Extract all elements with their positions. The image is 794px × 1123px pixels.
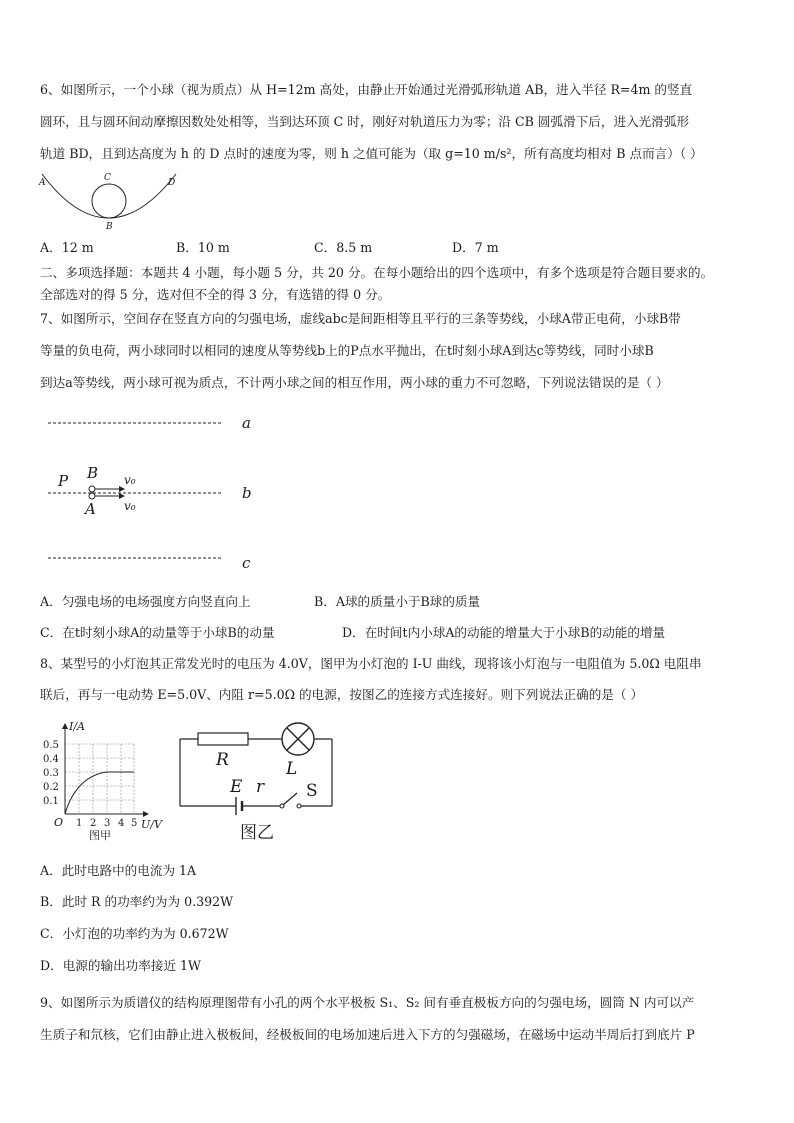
circuit-label-rr: r <box>256 777 265 797</box>
q6-label-c: C <box>104 173 111 183</box>
q6-option-c: C．8.5 m <box>314 240 373 255</box>
label-c: c <box>242 554 251 572</box>
q7-option-a: A．匀强电场的电场强度方向竖直向上 <box>40 594 251 609</box>
graph-origin: O <box>54 816 64 829</box>
circuit-label-r: R <box>216 750 229 770</box>
q8-iu-graph <box>40 716 170 842</box>
q8-circuit-diagram <box>176 720 336 846</box>
label-v0-top: v₀ <box>124 473 136 487</box>
q6-label-d: D <box>168 178 176 188</box>
q6-option-a: A．12 m <box>40 240 94 255</box>
xtick: 2 <box>90 818 97 829</box>
q8-option-b: B．此时 R 的功率约为为 0.392W <box>40 894 234 909</box>
label-v0-bottom: v₀ <box>124 499 136 513</box>
label-a: a <box>242 414 251 432</box>
xtick: 4 <box>118 818 125 829</box>
q6-option-d: D．7 m <box>452 240 499 255</box>
ytick: 0.4 <box>43 754 59 765</box>
ytick: 0.5 <box>43 740 59 751</box>
q7-option-d: D．在时间t内小球A的动能的增量大于小球B的动能的增量 <box>342 625 666 640</box>
circuit-label-s: S <box>306 781 318 801</box>
q6-figure-track <box>38 170 188 232</box>
q7-option-b: B．A球的质量小于B球的质量 <box>314 594 481 609</box>
circuit-caption: 图乙 <box>240 823 274 843</box>
ball-a <box>89 493 95 499</box>
q8-line-1: 8、某型号的小灯泡其正常发光时的电压为 4.0V，图甲为小灯泡的 I-U 曲线，现将该小灯泡与一电阻值为 5.0Ω 电阻串 <box>40 656 702 671</box>
label-p: P <box>58 472 69 490</box>
q9-line-2: 生质子和氘核，它们由静止进入极板间，经极板间的电场加速后进入下方的匀强磁场，在磁场中运动半周后打到底片 P <box>40 1027 695 1042</box>
circuit-label-l: L <box>286 759 298 779</box>
section-2-line-2: 全部选对的得 5 分，选对但不全的得 3 分，有选错的得 0 分。 <box>40 287 391 302</box>
q8-line-2: 联后，再与一电动势 E=5.0V、内阻 r=5.0Ω 的电源，按图乙的连接方式连接好。则下列说法正确的是（ ） <box>40 687 644 702</box>
q7-line-2: 等量的负电荷，两小球同时以相同的速度从等势线b上的P点水平抛出，在t时刻小球A到达c等势线，同时小球B <box>40 343 654 358</box>
q6-line-3: 轨道 BD，且到达高度为 h 的 D 点时的速度为零，则 h 之值可能为（取 g=10 m/s²，所有高度均相对 B 点而言）（ ） <box>40 146 703 161</box>
label-ball-a: A <box>85 500 96 518</box>
section-2-line-1: 二、多项选择题：本题共 4 小题，每小题 5 分，共 20 分。在每小题给出的四个选项中，有多个选项是符合题目要求的。 <box>40 265 714 280</box>
q6-line-1: 6、如图所示，一个小球（视为质点）从 H=12m 高处，由静止开始通过光滑弧形轨道 AB，进入半径 R=4m 的竖直 <box>40 82 693 97</box>
q6-label-b: B <box>106 222 113 232</box>
q9-line-1: 9、如图所示为质谱仪的结构原理图带有小孔的两个水平极板 S₁、S₂ 间有垂直极板方向的匀强电场，圆筒 N 内可以产 <box>40 995 695 1010</box>
ytick: 0.3 <box>43 768 59 779</box>
switch-s <box>283 793 297 805</box>
q8-option-c: C．小灯泡的功率约为为 0.672W <box>40 926 229 941</box>
q8-option-d: D．电源的输出功率接近 1W <box>40 958 201 973</box>
graph-ylabel: I/A <box>69 720 85 733</box>
q7-option-c: C．在t时刻小球A的动量等于小球B的动量 <box>40 625 275 640</box>
xtick: 5 <box>131 818 138 829</box>
q6-line-2: 圆环，且与圆环间动摩擦因数处处相等，当到达环顶 C 时，刚好对轨道压力为零；沿 CB 圆弧滑下后，进入光滑弧形 <box>40 114 690 129</box>
q6-option-b: B．10 m <box>176 240 230 255</box>
graph-caption: 图甲 <box>89 829 111 842</box>
q7-line-3: 到达a等势线，两小球可视为质点，不计两小球之间的相互作用，两小球的重力不可忽略，下列说法错误的是（ ） <box>40 375 669 390</box>
xtick: 1 <box>76 818 83 829</box>
xtick: 3 <box>104 818 111 829</box>
label-ball-b: B <box>87 464 99 482</box>
circuit-label-e: E <box>230 777 243 797</box>
graph-xlabel: U/V <box>141 818 162 831</box>
q7-figure-equipotential <box>40 410 280 580</box>
ball-b <box>89 486 95 492</box>
resistor-r <box>198 733 248 745</box>
ytick: 0.2 <box>43 782 59 793</box>
q7-line-1: 7、如图所示，空间存在竖直方向的匀强电场，虚线abc是间距相等且平行的三条等势线，小球A带正电荷，小球B带 <box>40 311 681 326</box>
q8-option-a: A．此时电路中的电流为 1A <box>40 863 197 878</box>
q6-label-a: A <box>39 178 46 188</box>
iu-curve <box>65 772 134 814</box>
label-b: b <box>242 484 252 502</box>
ytick: 0.1 <box>43 796 59 807</box>
